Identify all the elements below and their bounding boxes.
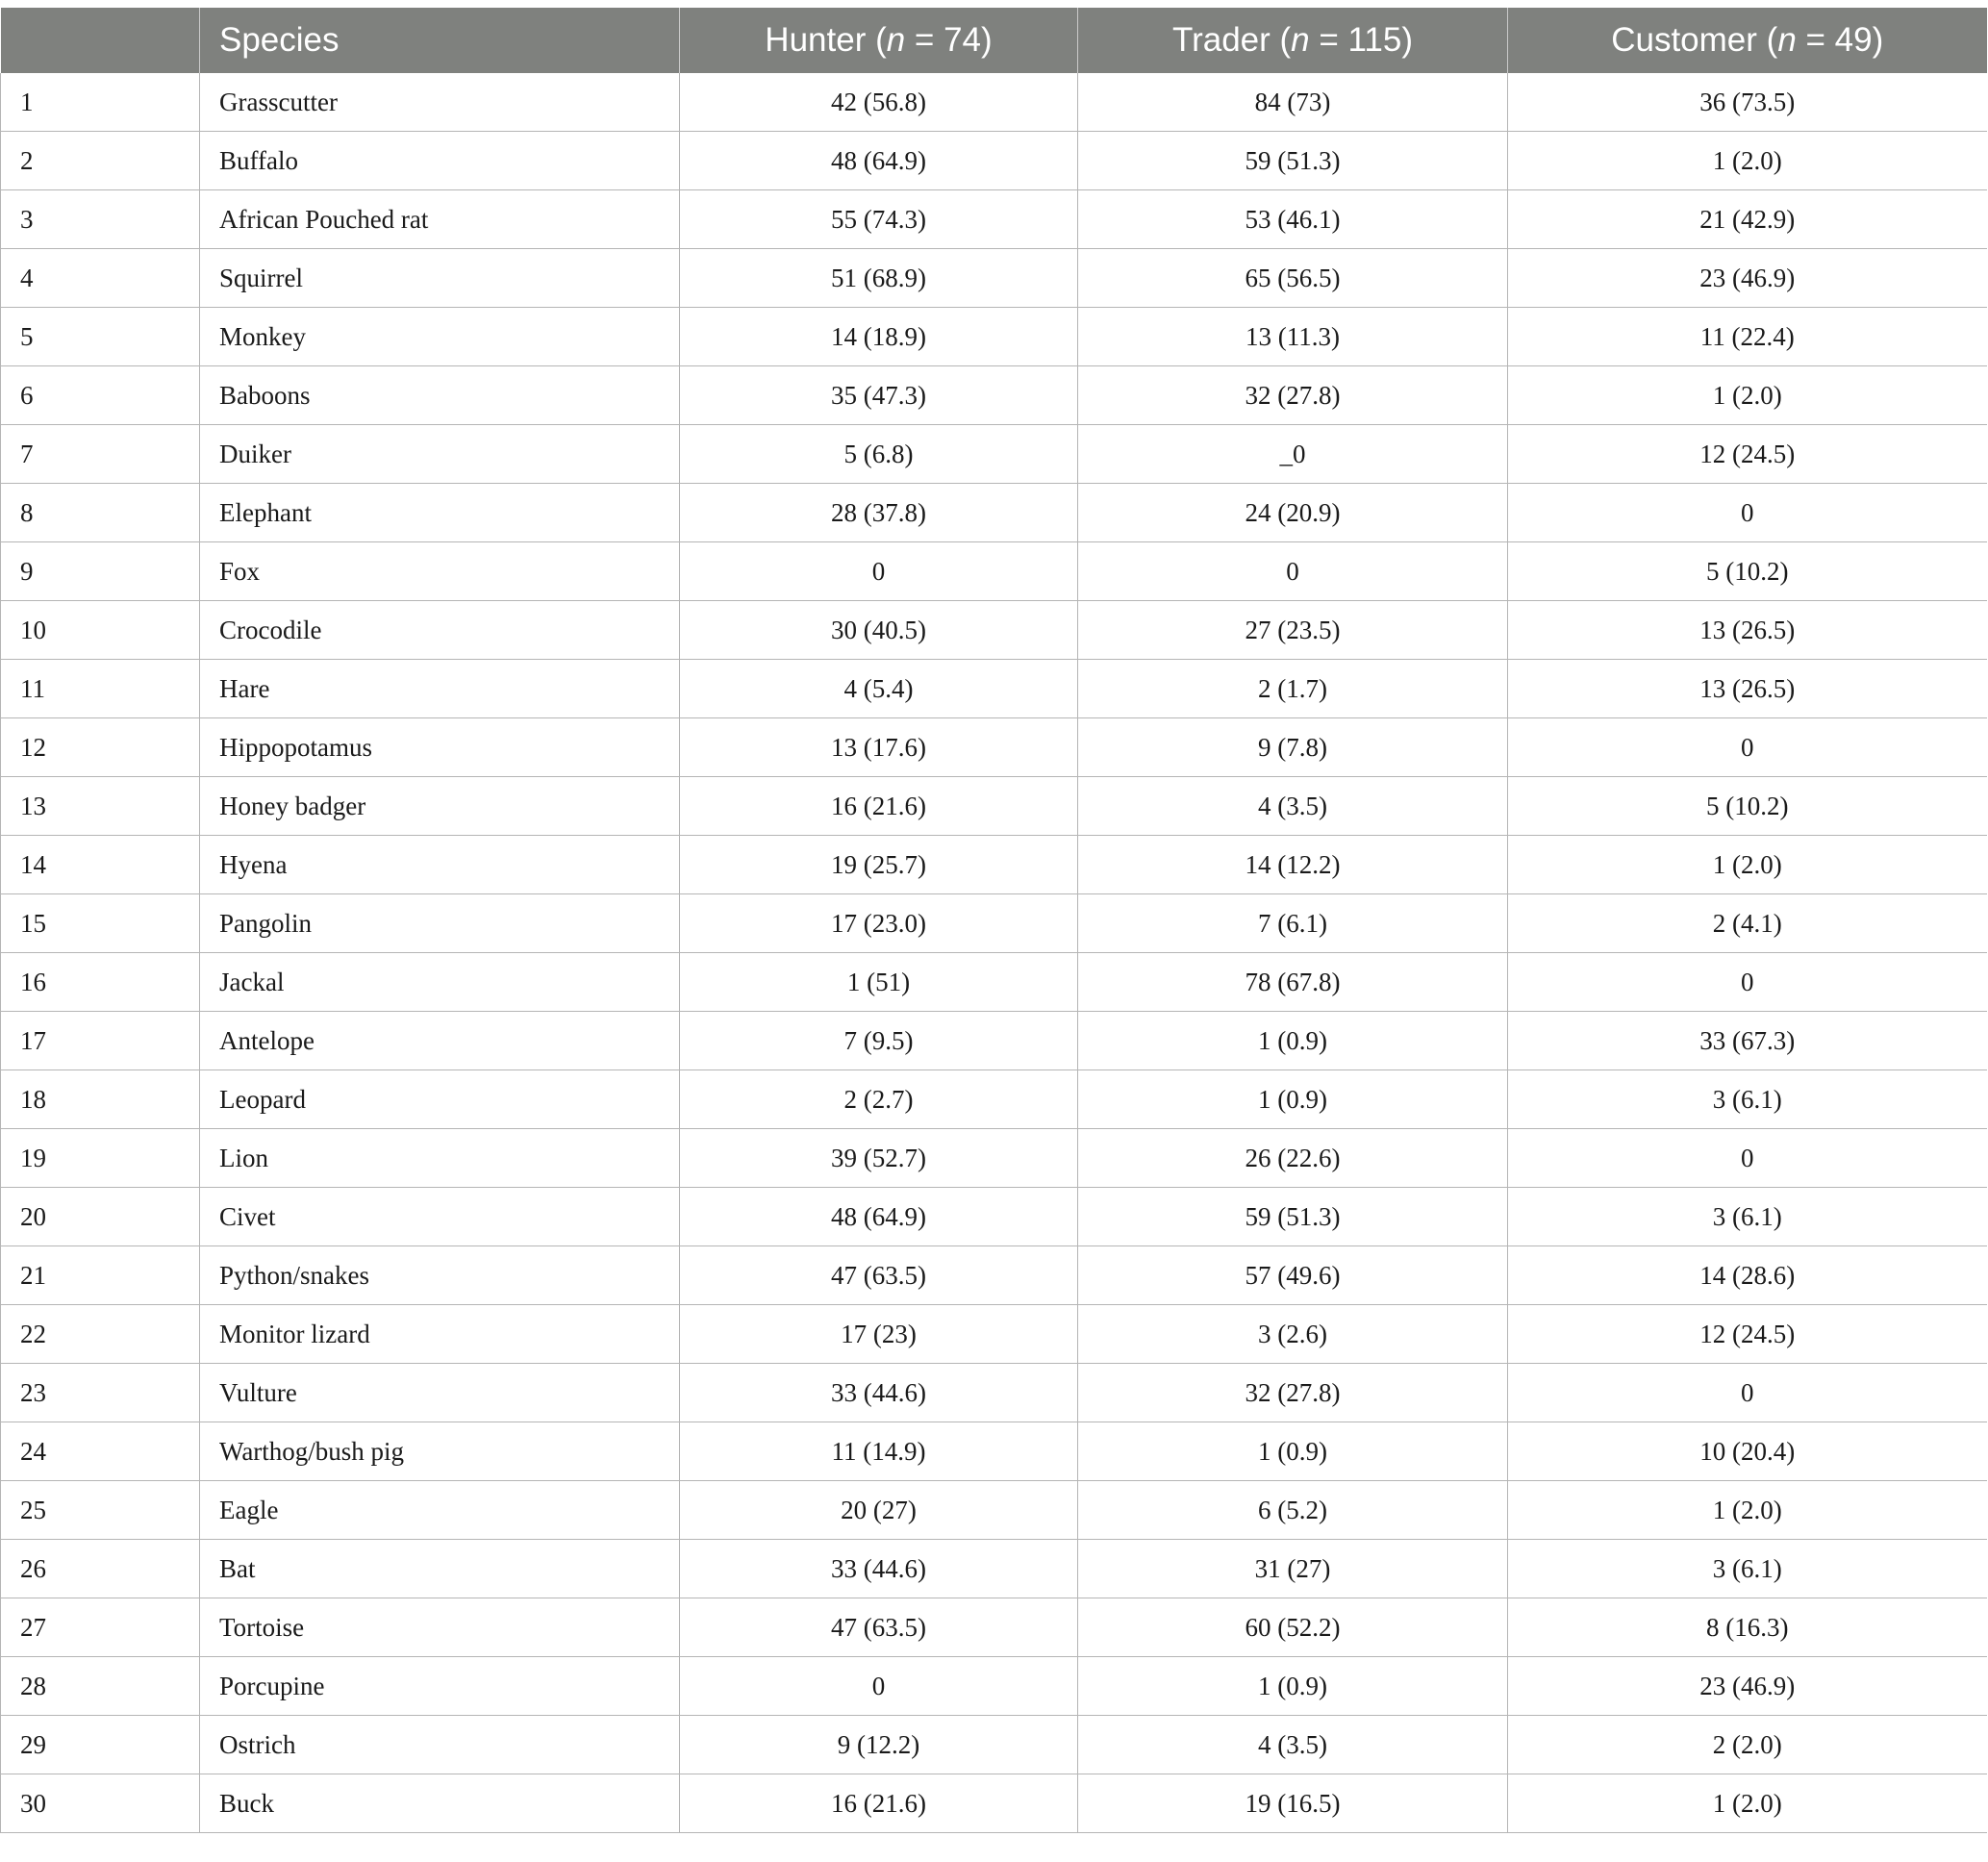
table-row (1, 1657, 1987, 1716)
hunter-count-cell: 33 (44.6) (680, 1364, 1078, 1422)
trader-count-cell: 59 (51.3) (1078, 132, 1508, 190)
hunter-count-cell: 19 (25.7) (680, 836, 1078, 894)
customer-count-cell: 1 (2.0) (1508, 1481, 1987, 1540)
hunter-count-cell: 47 (63.5) (680, 1598, 1078, 1657)
hunter-count-cell: 55 (74.3) (680, 190, 1078, 249)
table-row (1, 718, 1987, 777)
header-hunter-label: Hunter ( (765, 21, 887, 59)
table-row (1, 836, 1987, 894)
table-body (1, 73, 1987, 1833)
row-index-cell: 5 (1, 308, 200, 366)
table-header (1, 8, 1987, 73)
species-name-cell: Hare (200, 660, 680, 718)
trader-count-cell: 1 (0.9) (1078, 1422, 1508, 1481)
hunter-count-cell: 33 (44.6) (680, 1540, 1078, 1598)
species-name-cell: Ostrich (200, 1716, 680, 1774)
table-row (1, 1422, 1987, 1481)
customer-count-cell: 13 (26.5) (1508, 601, 1987, 660)
species-name-cell: Tortoise (200, 1598, 680, 1657)
hunter-count-cell: 39 (52.7) (680, 1129, 1078, 1188)
trader-count-cell: 59 (51.3) (1078, 1188, 1508, 1246)
species-name-cell: Jackal (200, 953, 680, 1012)
customer-count-cell: 10 (20.4) (1508, 1422, 1987, 1481)
table-row (1, 1481, 1987, 1540)
customer-count-cell: 36 (73.5) (1508, 73, 1987, 132)
trader-count-cell: 4 (3.5) (1078, 1716, 1508, 1774)
row-index-cell: 2 (1, 132, 200, 190)
header-customer (1508, 8, 1987, 73)
customer-count-cell: 33 (67.3) (1508, 1012, 1987, 1070)
row-index-cell: 8 (1, 484, 200, 542)
row-index-cell: 23 (1, 1364, 200, 1422)
species-name-cell: Crocodile (200, 601, 680, 660)
row-index-cell: 15 (1, 894, 200, 953)
row-index-cell: 29 (1, 1716, 200, 1774)
trader-count-cell: 78 (67.8) (1078, 953, 1508, 1012)
trader-count-cell: 60 (52.2) (1078, 1598, 1508, 1657)
customer-count-cell: 0 (1508, 1129, 1987, 1188)
hunter-count-cell: 48 (64.9) (680, 132, 1078, 190)
table-row (1, 132, 1987, 190)
species-name-cell: Hippopotamus (200, 718, 680, 777)
customer-count-cell: 2 (2.0) (1508, 1716, 1987, 1774)
species-name-cell: Squirrel (200, 249, 680, 308)
table-row (1, 1012, 1987, 1070)
customer-count-cell: 11 (22.4) (1508, 308, 1987, 366)
hunter-count-cell: 51 (68.9) (680, 249, 1078, 308)
hunter-count-cell: 47 (63.5) (680, 1246, 1078, 1305)
hunter-count-cell: 16 (21.6) (680, 1774, 1078, 1833)
species-name-cell: Lion (200, 1129, 680, 1188)
species-name-cell: Grasscutter (200, 73, 680, 132)
header-hunter-n: n (886, 21, 906, 59)
row-index-cell: 25 (1, 1481, 200, 1540)
row-index-cell: 20 (1, 1188, 200, 1246)
trader-count-cell: 19 (16.5) (1078, 1774, 1508, 1833)
trader-count-cell: 0 (1078, 542, 1508, 601)
row-index-cell: 30 (1, 1774, 200, 1833)
row-index-cell: 7 (1, 425, 200, 484)
row-index-cell: 24 (1, 1422, 200, 1481)
hunter-count-cell: 30 (40.5) (680, 601, 1078, 660)
row-index-cell: 19 (1, 1129, 200, 1188)
trader-count-cell: 53 (46.1) (1078, 190, 1508, 249)
customer-count-cell: 3 (6.1) (1508, 1070, 1987, 1129)
row-index-cell: 6 (1, 366, 200, 425)
table-row (1, 894, 1987, 953)
species-name-cell: Monkey (200, 308, 680, 366)
hunter-count-cell: 17 (23) (680, 1305, 1078, 1364)
species-table (0, 8, 1987, 1833)
row-index-cell: 22 (1, 1305, 200, 1364)
hunter-count-cell: 20 (27) (680, 1481, 1078, 1540)
customer-count-cell: 5 (10.2) (1508, 777, 1987, 836)
trader-count-cell: 9 (7.8) (1078, 718, 1508, 777)
hunter-count-cell: 28 (37.8) (680, 484, 1078, 542)
customer-count-cell: 3 (6.1) (1508, 1188, 1987, 1246)
table-row (1, 425, 1987, 484)
row-index-cell: 4 (1, 249, 200, 308)
header-species: Species (200, 8, 680, 73)
hunter-count-cell: 14 (18.9) (680, 308, 1078, 366)
species-name-cell: Vulture (200, 1364, 680, 1422)
table-row (1, 1540, 1987, 1598)
table-row (1, 249, 1987, 308)
row-index-cell: 16 (1, 953, 200, 1012)
hunter-count-cell: 4 (5.4) (680, 660, 1078, 718)
species-name-cell: Leopard (200, 1070, 680, 1129)
customer-count-cell: 5 (10.2) (1508, 542, 1987, 601)
header-customer-label: Customer ( (1611, 21, 1778, 59)
customer-count-cell: 0 (1508, 484, 1987, 542)
species-name-cell: Honey badger (200, 777, 680, 836)
trader-count-cell: 1 (0.9) (1078, 1070, 1508, 1129)
row-index-cell: 17 (1, 1012, 200, 1070)
trader-count-cell: 6 (5.2) (1078, 1481, 1508, 1540)
row-index-cell: 18 (1, 1070, 200, 1129)
trader-count-cell: 84 (73) (1078, 73, 1508, 132)
table-row (1, 366, 1987, 425)
header-trader-rest: = 115) (1309, 21, 1413, 59)
hunter-count-cell: 0 (680, 1657, 1078, 1716)
table-row (1, 1598, 1987, 1657)
header-customer-rest: = 49) (1796, 21, 1884, 59)
hunter-count-cell: 11 (14.9) (680, 1422, 1078, 1481)
species-name-cell: Duiker (200, 425, 680, 484)
table-row (1, 660, 1987, 718)
customer-count-cell: 1 (2.0) (1508, 836, 1987, 894)
row-index-cell: 27 (1, 1598, 200, 1657)
row-index-cell: 14 (1, 836, 200, 894)
table-row (1, 601, 1987, 660)
customer-count-cell: 23 (46.9) (1508, 1657, 1987, 1716)
customer-count-cell: 14 (28.6) (1508, 1246, 1987, 1305)
species-name-cell: Fox (200, 542, 680, 601)
trader-count-cell: _0 (1078, 425, 1508, 484)
trader-count-cell: 3 (2.6) (1078, 1305, 1508, 1364)
row-index-cell: 1 (1, 73, 200, 132)
table-row (1, 953, 1987, 1012)
species-name-cell: Elephant (200, 484, 680, 542)
species-name-cell: Buck (200, 1774, 680, 1833)
customer-count-cell: 0 (1508, 1364, 1987, 1422)
trader-count-cell: 13 (11.3) (1078, 308, 1508, 366)
species-name-cell: African Pouched rat (200, 190, 680, 249)
trader-count-cell: 1 (0.9) (1078, 1657, 1508, 1716)
header-hunter (680, 8, 1078, 73)
trader-count-cell: 31 (27) (1078, 1540, 1508, 1598)
row-index-cell: 21 (1, 1246, 200, 1305)
table-row (1, 1364, 1987, 1422)
species-name-cell: Buffalo (200, 132, 680, 190)
trader-count-cell: 24 (20.9) (1078, 484, 1508, 542)
trader-count-cell: 1 (0.9) (1078, 1012, 1508, 1070)
trader-count-cell: 14 (12.2) (1078, 836, 1508, 894)
species-name-cell: Civet (200, 1188, 680, 1246)
hunter-count-cell: 42 (56.8) (680, 73, 1078, 132)
hunter-count-cell: 0 (680, 542, 1078, 601)
table-row (1, 777, 1987, 836)
row-index-cell: 13 (1, 777, 200, 836)
species-name-cell: Bat (200, 1540, 680, 1598)
hunter-count-cell: 7 (9.5) (680, 1012, 1078, 1070)
table-row (1, 484, 1987, 542)
trader-count-cell: 65 (56.5) (1078, 249, 1508, 308)
customer-count-cell: 12 (24.5) (1508, 425, 1987, 484)
customer-count-cell: 1 (2.0) (1508, 366, 1987, 425)
customer-count-cell: 3 (6.1) (1508, 1540, 1987, 1598)
table-row (1, 73, 1987, 132)
table-row (1, 542, 1987, 601)
species-name-cell: Warthog/bush pig (200, 1422, 680, 1481)
hunter-count-cell: 35 (47.3) (680, 366, 1078, 425)
header-row (1, 8, 1987, 73)
trader-count-cell: 27 (23.5) (1078, 601, 1508, 660)
trader-count-cell: 57 (49.6) (1078, 1246, 1508, 1305)
species-name-cell: Python/snakes (200, 1246, 680, 1305)
species-name-cell: Pangolin (200, 894, 680, 953)
row-index-cell: 11 (1, 660, 200, 718)
table-row (1, 1305, 1987, 1364)
species-name-cell: Porcupine (200, 1657, 680, 1716)
hunter-count-cell: 2 (2.7) (680, 1070, 1078, 1129)
customer-count-cell: 1 (2.0) (1508, 1774, 1987, 1833)
trader-count-cell: 26 (22.6) (1078, 1129, 1508, 1188)
customer-count-cell: 2 (4.1) (1508, 894, 1987, 953)
trader-count-cell: 4 (3.5) (1078, 777, 1508, 836)
table-row (1, 1774, 1987, 1833)
row-index-cell: 9 (1, 542, 200, 601)
species-name-cell: Monitor lizard (200, 1305, 680, 1364)
customer-count-cell: 23 (46.9) (1508, 249, 1987, 308)
species-name-cell: Antelope (200, 1012, 680, 1070)
table-row (1, 1188, 1987, 1246)
header-trader (1078, 8, 1508, 73)
customer-count-cell: 0 (1508, 953, 1987, 1012)
trader-count-cell: 2 (1.7) (1078, 660, 1508, 718)
customer-count-cell: 12 (24.5) (1508, 1305, 1987, 1364)
header-index (1, 8, 200, 73)
row-index-cell: 12 (1, 718, 200, 777)
table-row (1, 1246, 1987, 1305)
hunter-count-cell: 13 (17.6) (680, 718, 1078, 777)
row-index-cell: 10 (1, 601, 200, 660)
species-name-cell: Baboons (200, 366, 680, 425)
header-customer-n: n (1777, 21, 1797, 59)
hunter-count-cell: 1 (51) (680, 953, 1078, 1012)
trader-count-cell: 7 (6.1) (1078, 894, 1508, 953)
customer-count-cell: 13 (26.5) (1508, 660, 1987, 718)
trader-count-cell: 32 (27.8) (1078, 366, 1508, 425)
header-hunter-rest: = 74) (905, 21, 993, 59)
species-name-cell: Eagle (200, 1481, 680, 1540)
species-name-cell: Hyena (200, 836, 680, 894)
customer-count-cell: 21 (42.9) (1508, 190, 1987, 249)
hunter-count-cell: 17 (23.0) (680, 894, 1078, 953)
table-row (1, 308, 1987, 366)
table-row (1, 190, 1987, 249)
customer-count-cell: 1 (2.0) (1508, 132, 1987, 190)
row-index-cell: 26 (1, 1540, 200, 1598)
trader-count-cell: 32 (27.8) (1078, 1364, 1508, 1422)
hunter-count-cell: 48 (64.9) (680, 1188, 1078, 1246)
row-index-cell: 28 (1, 1657, 200, 1716)
customer-count-cell: 8 (16.3) (1508, 1598, 1987, 1657)
table-row (1, 1070, 1987, 1129)
hunter-count-cell: 16 (21.6) (680, 777, 1078, 836)
hunter-count-cell: 9 (12.2) (680, 1716, 1078, 1774)
table-row (1, 1716, 1987, 1774)
customer-count-cell: 0 (1508, 718, 1987, 777)
hunter-count-cell: 5 (6.8) (680, 425, 1078, 484)
row-index-cell: 3 (1, 190, 200, 249)
table-row (1, 1129, 1987, 1188)
header-trader-label: Trader ( (1172, 21, 1292, 59)
header-trader-n: n (1291, 21, 1310, 59)
